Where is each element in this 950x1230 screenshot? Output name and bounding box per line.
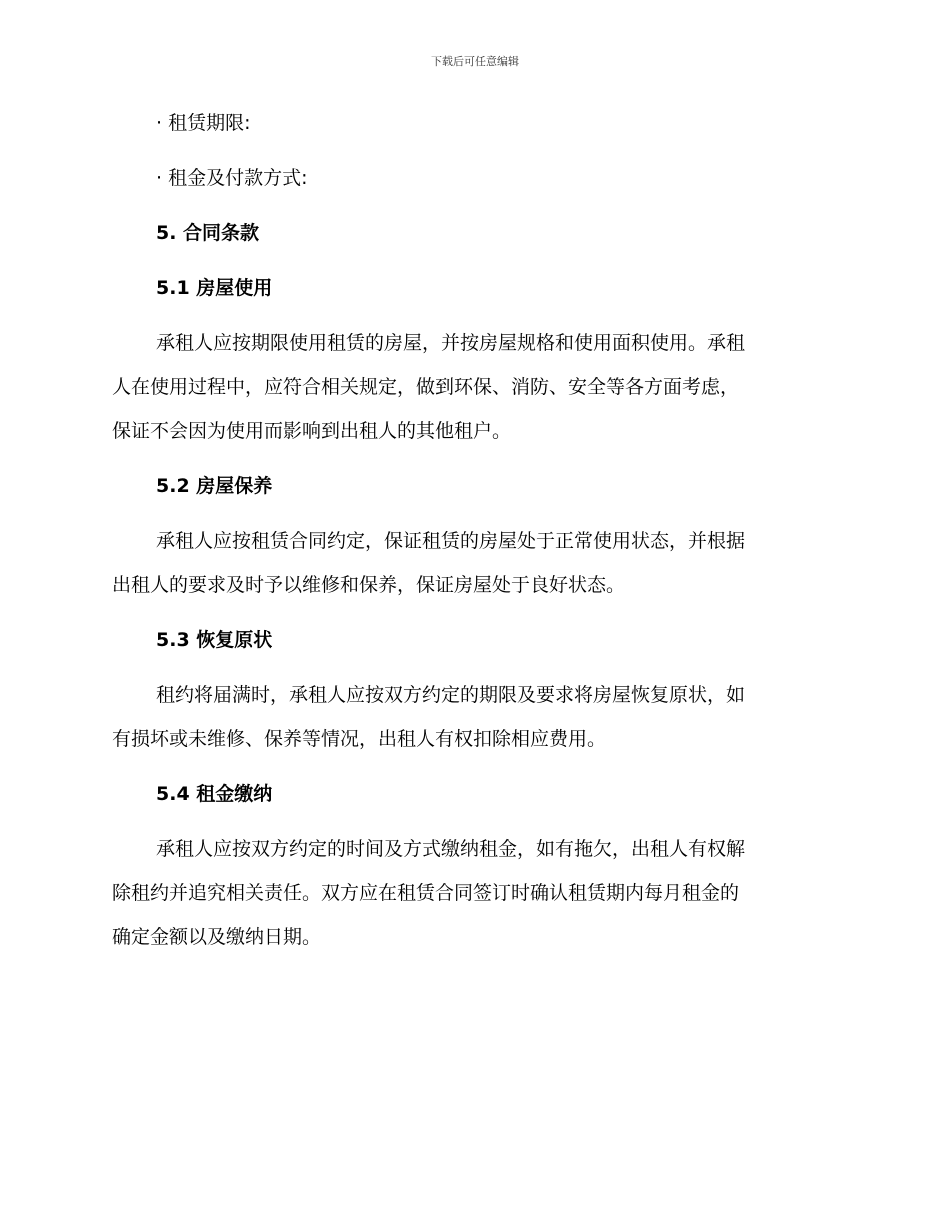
subsection-title-5-3: 5.3 恢复原状 — [156, 629, 273, 651]
paragraph-line: 保证不会因为使用而影响到出租人的其他租户。 — [112, 420, 512, 442]
subsection-paragraph-5-1 — [112, 321, 838, 453]
subsection-paragraph-5-3 — [112, 673, 838, 761]
document-body — [112, 112, 838, 981]
subsection-title-5-4: 5.4 租金缴纳 — [156, 783, 273, 805]
paragraph-line: 承租人应按期限使用租赁的房屋，并按房屋规格和使用面积使用。承租 — [156, 332, 746, 354]
paragraph-line: 承租人应按双方约定的时间及方式缴纳租金，如有拖欠，出租人有权解 — [156, 838, 746, 860]
paragraph-line: 出租人的要求及时予以维修和保养，保证房屋处于良好状态。 — [112, 574, 626, 596]
page-header-note: 下载后可任意编辑 — [431, 55, 519, 68]
bullet-lease-term: · 租赁期限: — [156, 112, 251, 134]
subsection-paragraph-5-2 — [112, 519, 838, 607]
paragraph-line: 人在使用过程中，应符合相关规定，做到环保、消防、安全等各方面考虑， — [112, 376, 740, 398]
paragraph-line: 有损坏或未维修、保养等情况，出租人有权扣除相应费用。 — [112, 728, 607, 750]
paragraph-line: 确定金额以及缴纳日期。 — [112, 926, 322, 948]
subsection-paragraph-5-4 — [112, 827, 838, 959]
section-title: 5. 合同条款 — [156, 222, 260, 244]
paragraph-line: 除租约并追究相关责任。双方应在租赁合同签订时确认租赁期内每月租金的 — [112, 882, 740, 904]
bullet-rent-payment: · 租金及付款方式: — [156, 167, 308, 189]
paragraph-line: 租约将届满时，承租人应按双方约定的期限及要求将房屋恢复原状，如 — [156, 684, 746, 706]
paragraph-line: 承租人应按租赁合同约定，保证租赁的房屋处于正常使用状态，并根据 — [156, 530, 746, 552]
subsection-title-5-1: 5.1 房屋使用 — [156, 277, 273, 299]
subsection-title-5-2: 5.2 房屋保养 — [156, 475, 273, 497]
